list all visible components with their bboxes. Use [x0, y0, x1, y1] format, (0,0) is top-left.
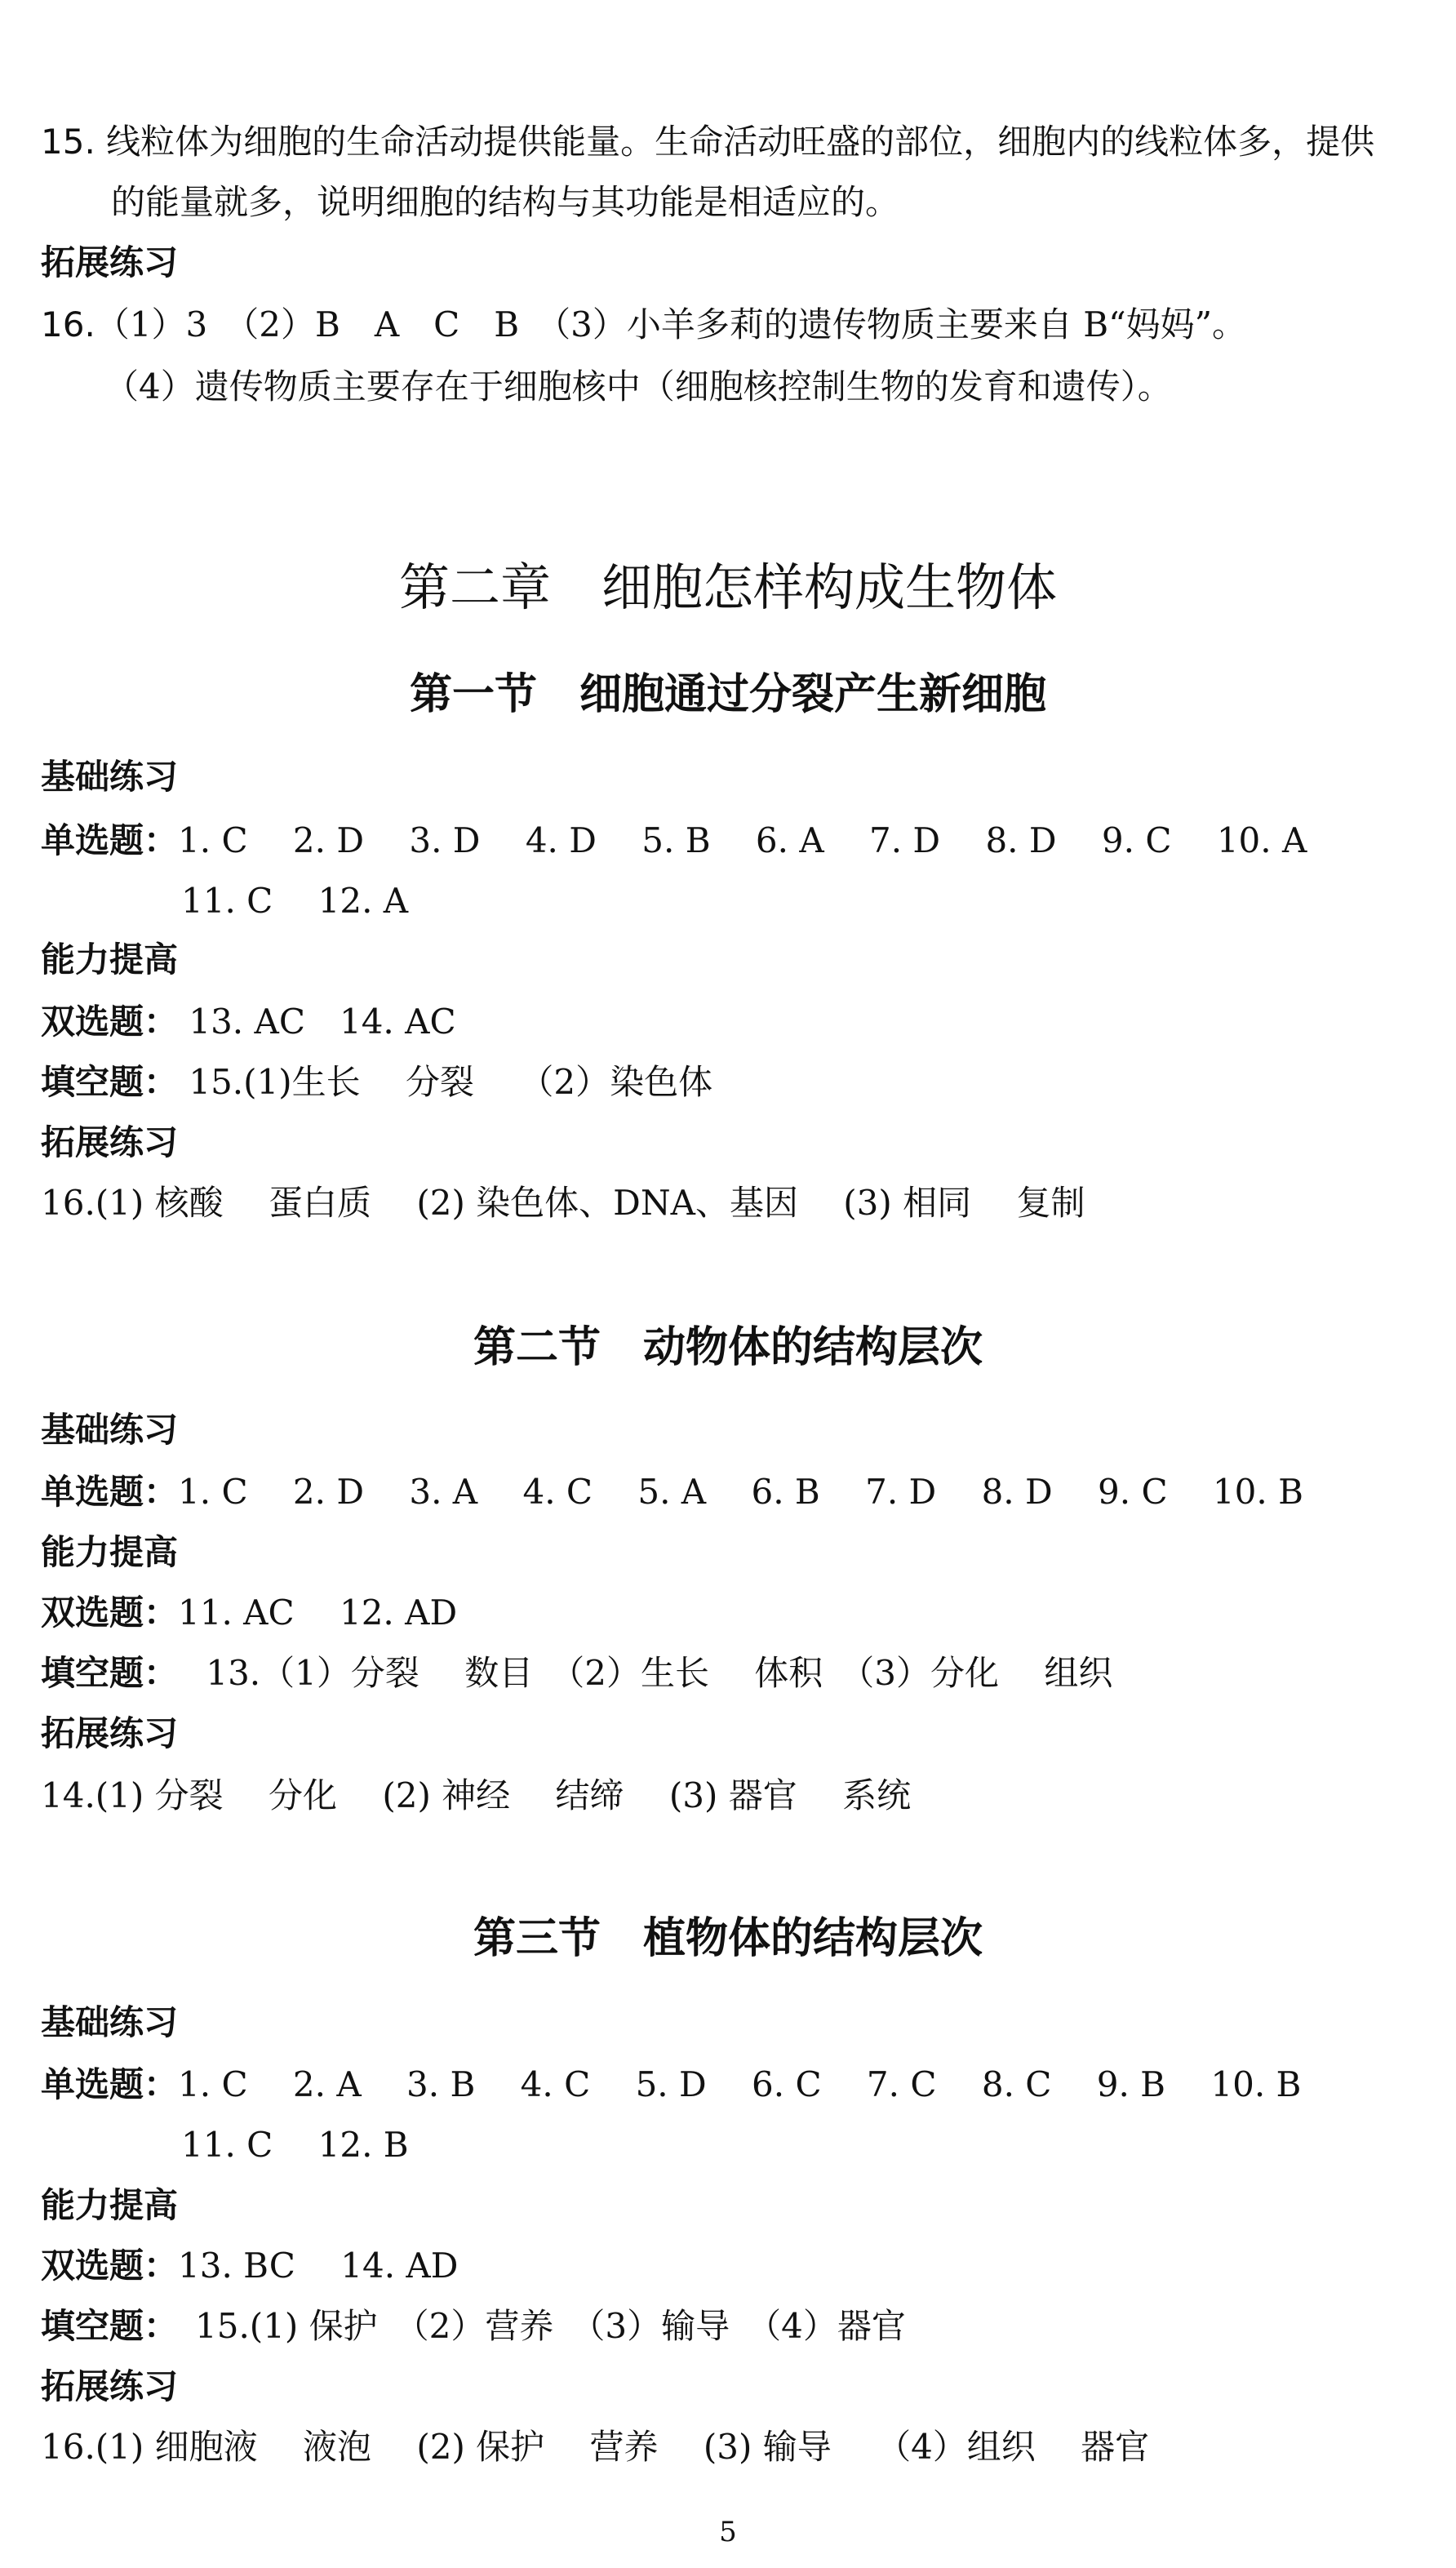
section2-single-choice [41, 1469, 1303, 1515]
section1-extension-heading: 拓展练习 [41, 1122, 179, 1162]
section3-extension-answers: 16.(1) 细胞液 液泡 (2) 保护 营养 (3) 输导 （4）组织 器官 [41, 2427, 1150, 2467]
section1-single-answers-2: 11. C 12. A [181, 881, 409, 921]
section1-title: 第一节 细胞通过分裂产生新细胞 [409, 670, 1046, 719]
section1-double-choice [41, 999, 456, 1045]
section3-ability-heading: 能力提高 [41, 2185, 179, 2225]
section2-double-choice [41, 1590, 457, 1636]
section3-fill-blank [41, 2304, 906, 2349]
section2-fill-label: 填空题： [41, 1653, 162, 1693]
q15-number: 15. [41, 122, 95, 162]
section2-extension-answers: 14.(1) 分裂 分化 (2) 神经 结缔 (3) 器官 系统 [41, 1775, 912, 1815]
page-number: 5 [719, 2516, 737, 2548]
section1-single-choice [41, 818, 1307, 864]
section2-extension-heading: 拓展练习 [41, 1713, 179, 1753]
section2-single-label: 单选题： [41, 1472, 179, 1512]
section1-double-answers: 13. AC 14. AC [178, 1002, 456, 1042]
section3-double-answers: 13. BC 14. AD [178, 2246, 459, 2286]
section3-fill-answers: 15.(1) 保护 （2）营养 （3）输导 （4）器官 [161, 2306, 906, 2346]
section3-single-label: 单选题： [41, 2064, 179, 2104]
section3-basic-heading: 基础练习 [41, 2002, 179, 2042]
extension-heading-top: 拓展练习 [41, 242, 179, 282]
section1-double-label: 双选题： [41, 1002, 179, 1042]
q16-line1 [41, 302, 1246, 348]
q15-text-line2: 的能量就多，说明细胞的结构与其功能是相适应的。 [111, 182, 900, 222]
q15-line1 [41, 119, 1374, 165]
q15-text-line1: 线粒体为细胞的生命活动提供能量。生命活动旺盛的部位，细胞内的线粒体多，提供 [106, 122, 1375, 162]
section2-title: 第二节 动物体的结构层次 [473, 1323, 983, 1372]
section3-single-answers-1: 1. C 2. A 3. B 4. C 5. D 6. C 7. C 8. C 9. B 10. B [178, 2064, 1302, 2104]
section3-double-label: 双选题： [41, 2246, 179, 2286]
section3-extension-heading: 拓展练习 [41, 2366, 179, 2406]
section3-single-choice [41, 2062, 1301, 2108]
section3-single-answers-2: 11. C 12. B [181, 2125, 409, 2165]
section2-basic-heading: 基础练习 [41, 1410, 179, 1450]
section1-extension-answers: 16.(1) 核酸 蛋白质 (2) 染色体、DNA、基因 (3) 相同 复制 [41, 1183, 1085, 1223]
section1-ability-heading: 能力提高 [41, 940, 179, 980]
section3-fill-label: 填空题： [41, 2306, 162, 2346]
section2-single-answers-1: 1. C 2. D 3. A 4. C 5. A 6. B 7. D 8. D 9. C 10. B [178, 1472, 1303, 1512]
section2-fill-answers: 13.（1）分裂 数目 （2）生长 体积 （3）分化 组织 [161, 1653, 1113, 1693]
section1-fill-answers: 15.(1)生长 分裂 （2）染色体 [178, 1062, 713, 1102]
chapter-title: 第二章 细胞怎样构成生物体 [398, 558, 1057, 617]
section1-basic-heading: 基础练习 [41, 757, 179, 797]
section1-fill-blank [41, 1060, 712, 1105]
section3-title: 第三节 植物体的结构层次 [473, 1914, 983, 1963]
section2-ability-heading: 能力提高 [41, 1532, 179, 1572]
q16-text-line1: （1）3 （2）B A C B （3）小羊多莉的遗传物质主要来自 B“妈妈”。 [95, 304, 1247, 344]
section1-single-answers-1: 1. C 2. D 3. D 4. D 5. B 6. A 7. D 8. D 9. C 10. A [178, 820, 1307, 860]
q16-text-line2: （4）遗传物质主要存在于细胞核中（细胞核控制生物的发育和遗传）。 [104, 367, 1172, 407]
section2-double-answers: 11. AC 12. AD [178, 1593, 458, 1633]
section2-fill-blank [41, 1651, 1112, 1696]
section2-double-label: 双选题： [41, 1593, 179, 1633]
section1-fill-label: 填空题： [41, 1062, 179, 1102]
q16-number: 16. [41, 304, 95, 344]
section3-double-choice [41, 2243, 458, 2289]
section1-single-label: 单选题： [41, 820, 179, 860]
